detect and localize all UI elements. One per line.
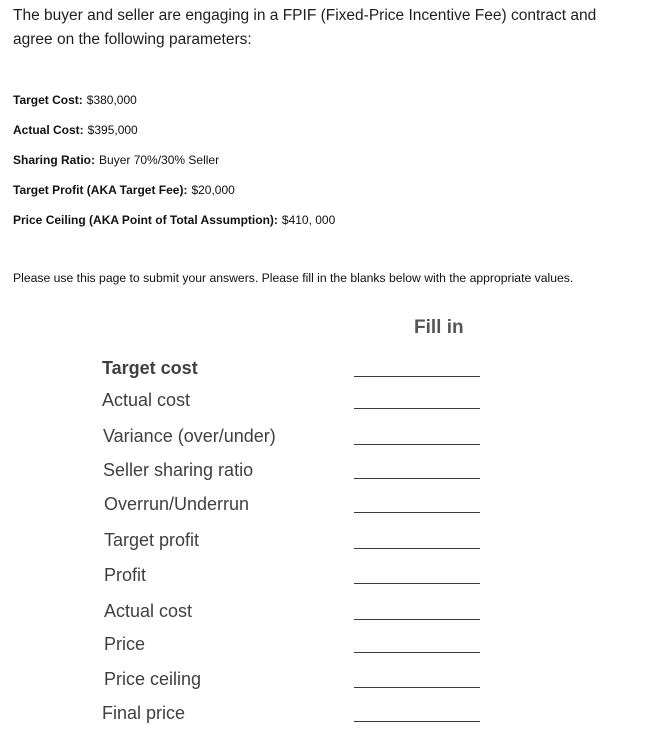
- answer-blank-field[interactable]: [354, 652, 480, 653]
- answer-blank-field[interactable]: [354, 583, 480, 584]
- parameter-value: $20,000: [191, 183, 235, 197]
- intro-paragraph: The buyer and seller are engaging in a FPIF (Fixed-Price Incentive Fee) contract and agree on the following parameters:: [13, 7, 597, 48]
- parameter-label: Target Cost:: [13, 93, 83, 107]
- answer-label: Price: [104, 634, 146, 654]
- fill-in-header: Fill in: [414, 317, 464, 338]
- answer-blank-field[interactable]: [354, 376, 480, 377]
- answer-blank-field[interactable]: [354, 512, 480, 513]
- answer-blank-field[interactable]: [354, 478, 480, 479]
- answer-blank-field[interactable]: [354, 408, 480, 409]
- answer-row-target-cost: [0, 356, 645, 384]
- answer-row-variance: [0, 424, 645, 452]
- instructions-text: Please use this page to submit your answers. Please fill in the blanks below with the appropriate values.: [13, 271, 574, 285]
- answer-blank-field[interactable]: [354, 619, 480, 620]
- answer-row-target-profit: [0, 528, 645, 556]
- answer-label: Overrun/Underrun: [104, 494, 250, 514]
- answer-row-price: [0, 632, 645, 660]
- answer-row-actual-cost-2: [0, 599, 645, 627]
- parameter-label: Actual Cost:: [13, 123, 84, 137]
- parameter-label: Price Ceiling (AKA Point of Total Assumption):: [13, 213, 278, 227]
- parameter-value: $380,000: [86, 93, 137, 107]
- answer-blank-field[interactable]: [354, 687, 480, 688]
- answer-row-seller-sharing-ratio: [0, 458, 645, 486]
- answer-label: Price ceiling: [104, 669, 202, 689]
- answer-label: Target cost: [102, 358, 198, 378]
- parameter-value: Buyer 70%/30% Seller: [99, 153, 220, 167]
- parameter-value: $410, 000: [281, 213, 336, 227]
- answer-label: Actual cost: [102, 390, 191, 410]
- answer-row-overrun-underrun: [0, 492, 645, 520]
- answer-label: Actual cost: [104, 601, 193, 621]
- answer-row-actual-cost: [0, 388, 645, 416]
- answer-label: Variance (over/under): [103, 426, 276, 446]
- answer-blank-field[interactable]: [354, 548, 480, 549]
- parameter-label: Target Profit (AKA Target Fee):: [13, 183, 188, 197]
- answer-blank-field[interactable]: [354, 444, 480, 445]
- parameter-value: $395,000: [87, 123, 138, 137]
- answer-blank-field[interactable]: [354, 721, 480, 722]
- answer-label: Seller sharing ratio: [103, 460, 254, 480]
- answer-row-profit: [0, 563, 645, 591]
- answer-label: Target profit: [104, 530, 200, 550]
- answer-row-final-price: [0, 701, 645, 729]
- answer-label: Final price: [102, 703, 186, 723]
- answer-label: Profit: [104, 565, 147, 585]
- parameter-label: Sharing Ratio:: [13, 153, 96, 167]
- answer-row-price-ceiling: [0, 667, 645, 695]
